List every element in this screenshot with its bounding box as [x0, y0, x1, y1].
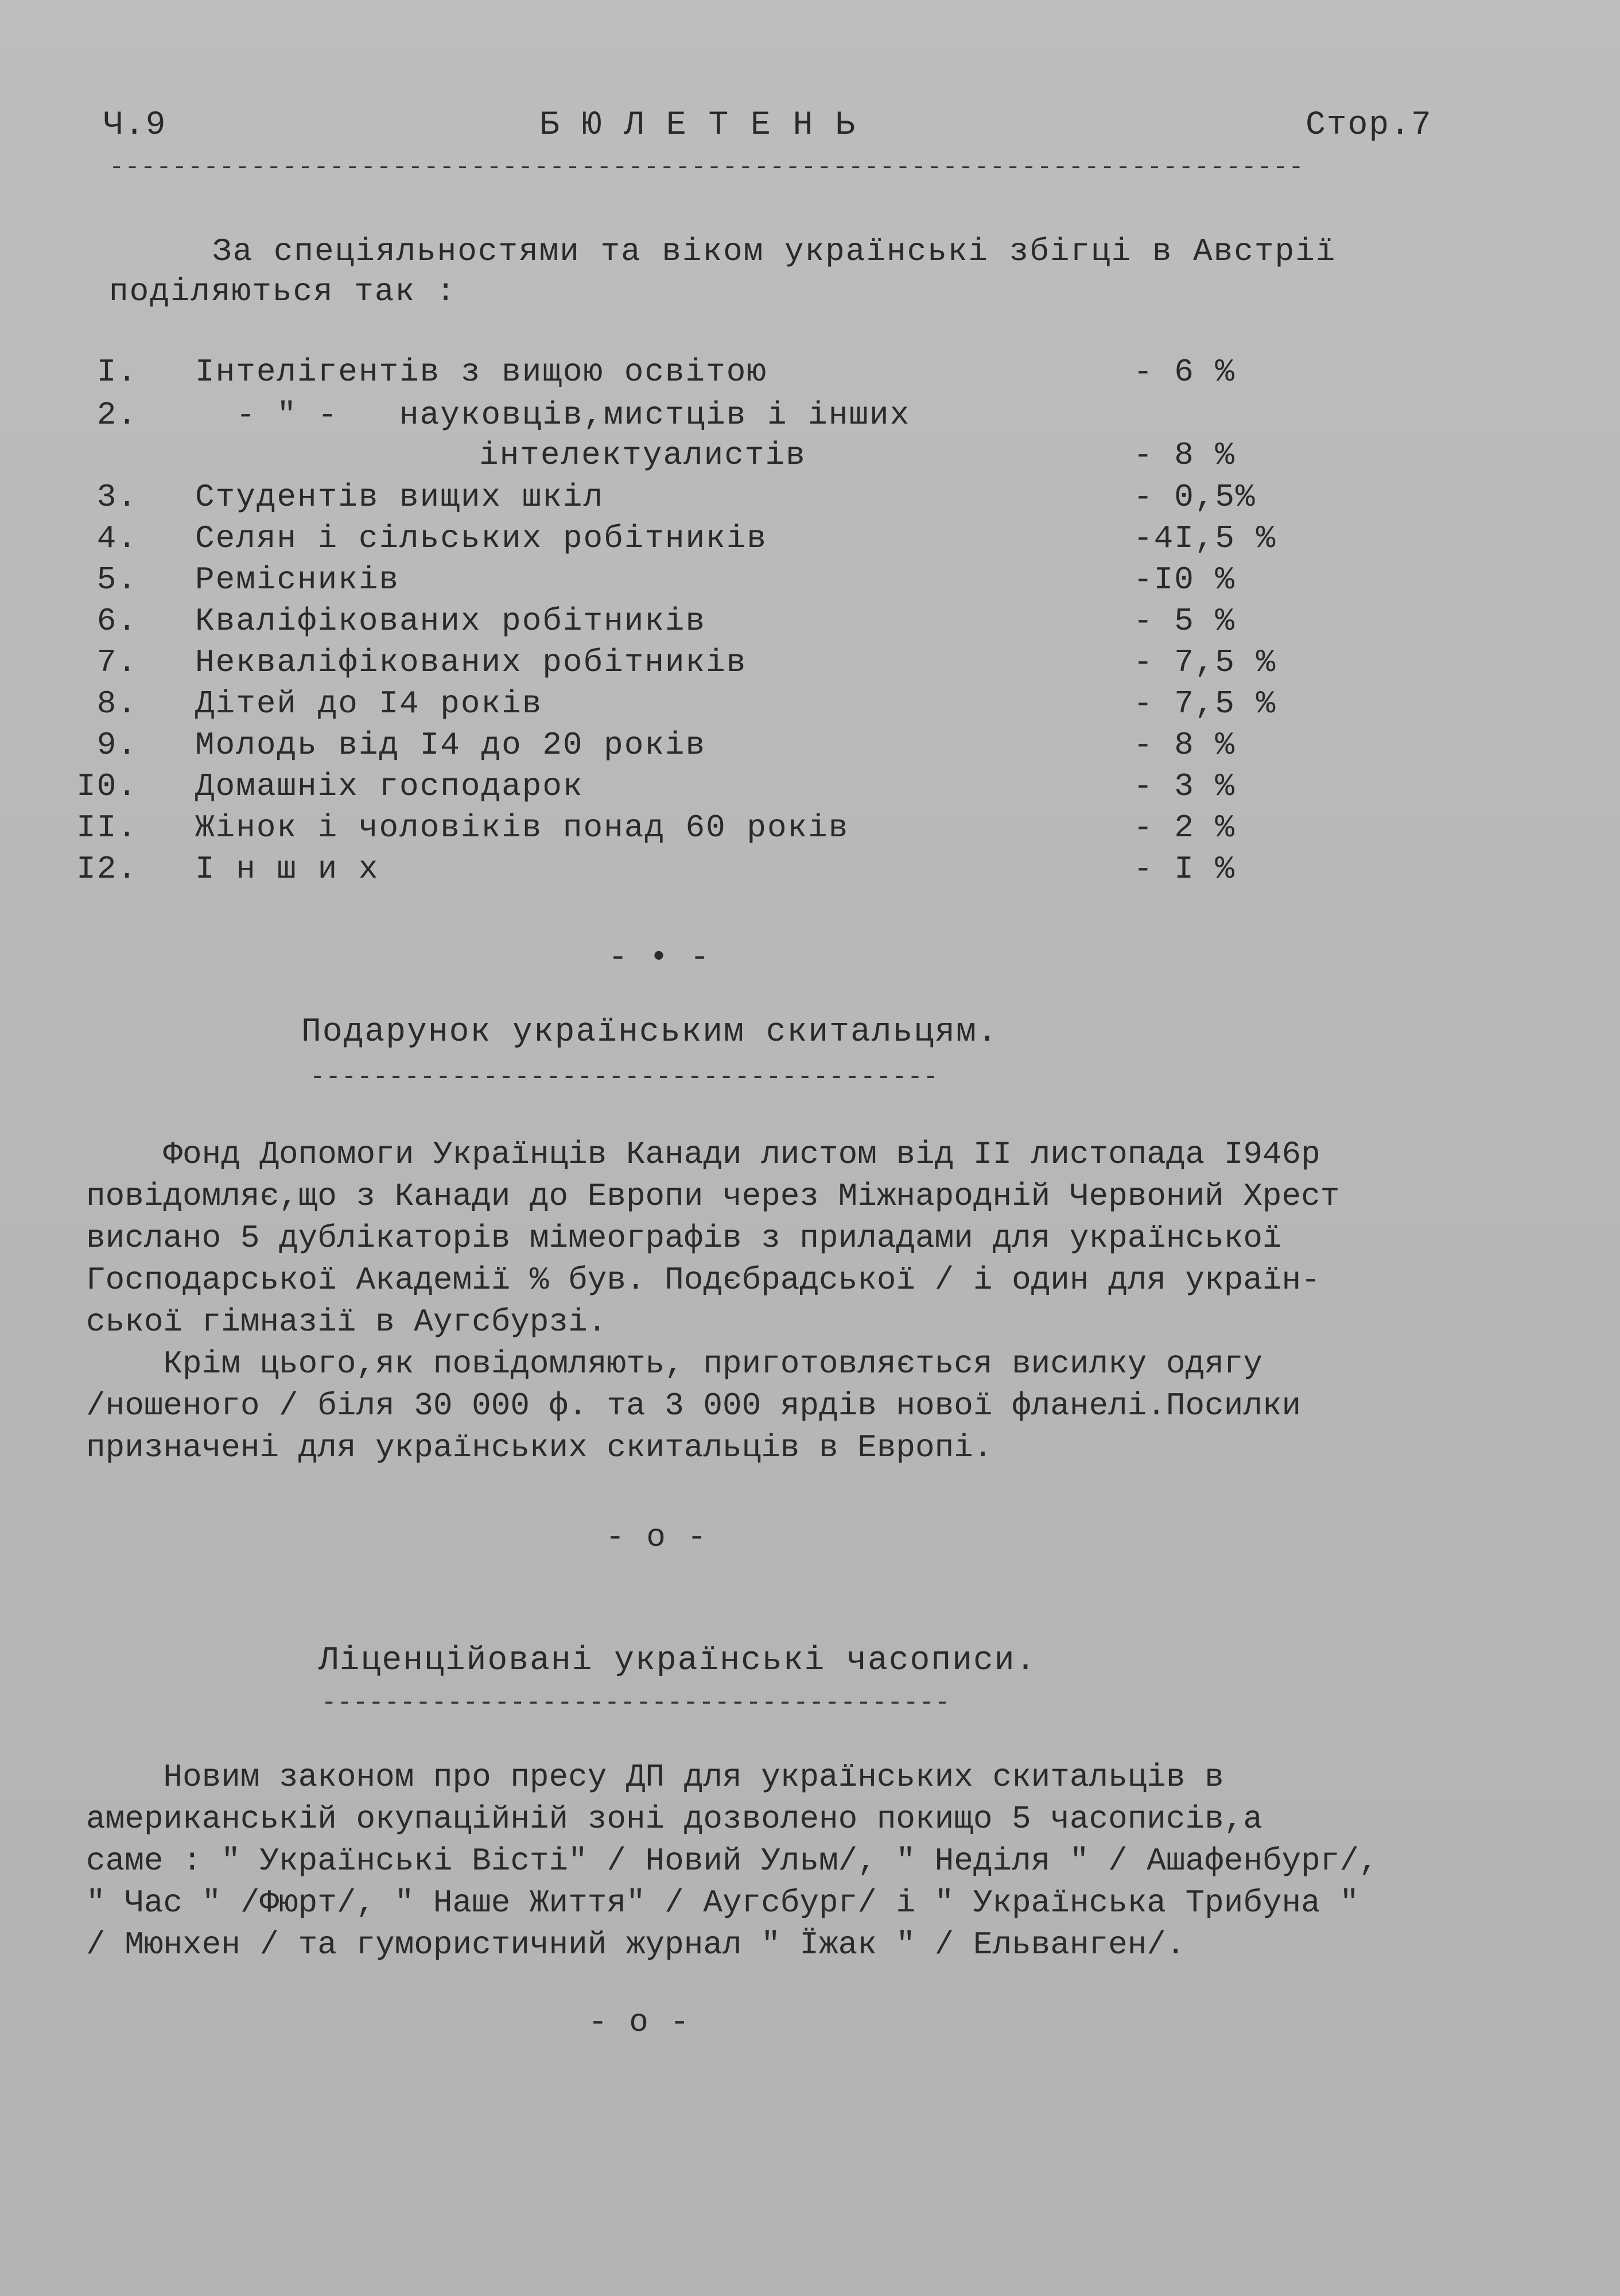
- text-line: саме : " Українські Вісті" / Новий Ульм/, " Неділя " / Ашафенбург/,: [86, 1843, 1378, 1879]
- list-item-value: - I %: [1133, 851, 1236, 887]
- text-line: /ношеного / біля 30 000 ф. та 3 000 ярдів нової фланелі.Посилки: [86, 1387, 1302, 1424]
- text-line: Крім цього,як повідомляють, приготовляється висилку одягу: [86, 1345, 1262, 1382]
- list-item-value: - 7,5 %: [1133, 644, 1277, 681]
- list-item-number: 7.: [96, 644, 138, 681]
- list-item-number: 4.: [96, 520, 138, 557]
- list-item-label: І н ш и х: [195, 851, 379, 887]
- text-line: Фонд Допомоги Українців Канади листом від II листопада I946р: [86, 1136, 1320, 1173]
- gift-paragraph-1: [86, 1134, 1555, 1343]
- list-item-value: -I0 %: [1133, 561, 1236, 598]
- list-item-label: Ремісників: [195, 561, 400, 598]
- list-item-number: 5.: [96, 561, 138, 598]
- list-item-label: Кваліфікованих робітників: [195, 603, 706, 639]
- list-item-label: Селян і сільських робітників: [195, 520, 767, 557]
- gift-paragraph-2: [86, 1343, 1555, 1469]
- list-item-number: 2.: [96, 397, 138, 433]
- section-separator: - о -: [588, 2004, 691, 2041]
- list-item-number: 6.: [96, 603, 138, 639]
- list-item-value: - 8 %: [1133, 437, 1236, 474]
- section-title-rule: ----------------------------------------: [321, 1690, 951, 1716]
- list-item-label: Домашніх господарок: [195, 768, 584, 805]
- list-item-label-continued: інтелектуалистів: [479, 437, 806, 474]
- list-item-number: I0.: [76, 768, 138, 805]
- list-item-value: - 0,5%: [1133, 479, 1256, 515]
- list-item-value: - 5 %: [1133, 603, 1236, 639]
- text-line: призначені для українських скитальців в Европі.: [86, 1429, 993, 1466]
- section-title-periodicals: Ліценційовані українські часописи.: [318, 1642, 1037, 1680]
- list-item-label: Дітей до I4 років: [195, 685, 543, 722]
- list-item-label: Інтелігентів з вищою освітою: [195, 354, 767, 390]
- text-line: / Мюнхен / та гумористичний журнал " Їжак " / Ельванген/.: [86, 1926, 1186, 1963]
- list-item-number: 9.: [96, 727, 138, 763]
- list-item-number: II.: [76, 809, 138, 846]
- list-item-value: -4I,5 %: [1133, 520, 1277, 557]
- list-item-value: - 6 %: [1133, 354, 1236, 390]
- list-item-label: Студентів вищих шкіл: [195, 479, 604, 515]
- section-separator: - • -: [608, 939, 711, 976]
- page-number: Стор.7: [1306, 107, 1432, 144]
- list-item-value: - 3 %: [1133, 768, 1236, 805]
- list-item-value: - 8 %: [1133, 727, 1236, 763]
- list-item-label: Молодь від I4 до 20 років: [195, 727, 706, 763]
- text-line: Новим законом про пресу ДП для українських скитальців в: [86, 1759, 1224, 1795]
- list-item-value: - 7,5 %: [1133, 685, 1277, 722]
- list-item-label: Некваліфікованих робітників: [195, 644, 747, 681]
- list-item-label: Жінок і чоловіків понад 60 років: [195, 809, 849, 846]
- header-rule: ----------------------------------------------------------------------------: [109, 155, 1304, 180]
- periodicals-paragraph: [86, 1756, 1555, 1966]
- list-item-number: I2.: [76, 851, 138, 887]
- intro-line-1: За спеціяльностями та віком українські збігці в Австрії: [212, 233, 1337, 270]
- list-item-number: 8.: [96, 685, 138, 722]
- section-title-rule: ----------------------------------------: [310, 1065, 939, 1090]
- text-line: Господарської Академії % був. Подєбрадської / і один для україн-: [86, 1262, 1320, 1298]
- list-item-number: 3.: [96, 479, 138, 515]
- list-item-number: I.: [96, 354, 138, 390]
- intro-line-2: поділяються так :: [109, 273, 457, 310]
- issue-number: Ч.9: [103, 107, 167, 144]
- section-separator: - о -: [605, 1519, 708, 1556]
- list-item-value: - 2 %: [1133, 809, 1236, 846]
- section-title-gift: Подарунок українським скитальцям.: [301, 1014, 999, 1051]
- text-line: ської гімназії в Аугсбурзі.: [86, 1304, 607, 1340]
- text-line: американській окупаційній зоні дозволено покищо 5 часописів,а: [86, 1801, 1262, 1837]
- bulletin-title: Б Ю Л Е Т Е Н Ь: [539, 107, 857, 144]
- list-item-label: - " - науковців,мистців і інших: [195, 397, 911, 433]
- text-line: вислано 5 дублікаторів мімеографів з приладами для української: [86, 1220, 1282, 1256]
- text-line: " Час " /Фюрт/, " Наше Життя" / Аугсбург/ і " Українська Трибуна ": [86, 1884, 1359, 1921]
- text-line: повідомляє,що з Канади до Европи через Міжнародній Червоний Хрест: [86, 1178, 1340, 1215]
